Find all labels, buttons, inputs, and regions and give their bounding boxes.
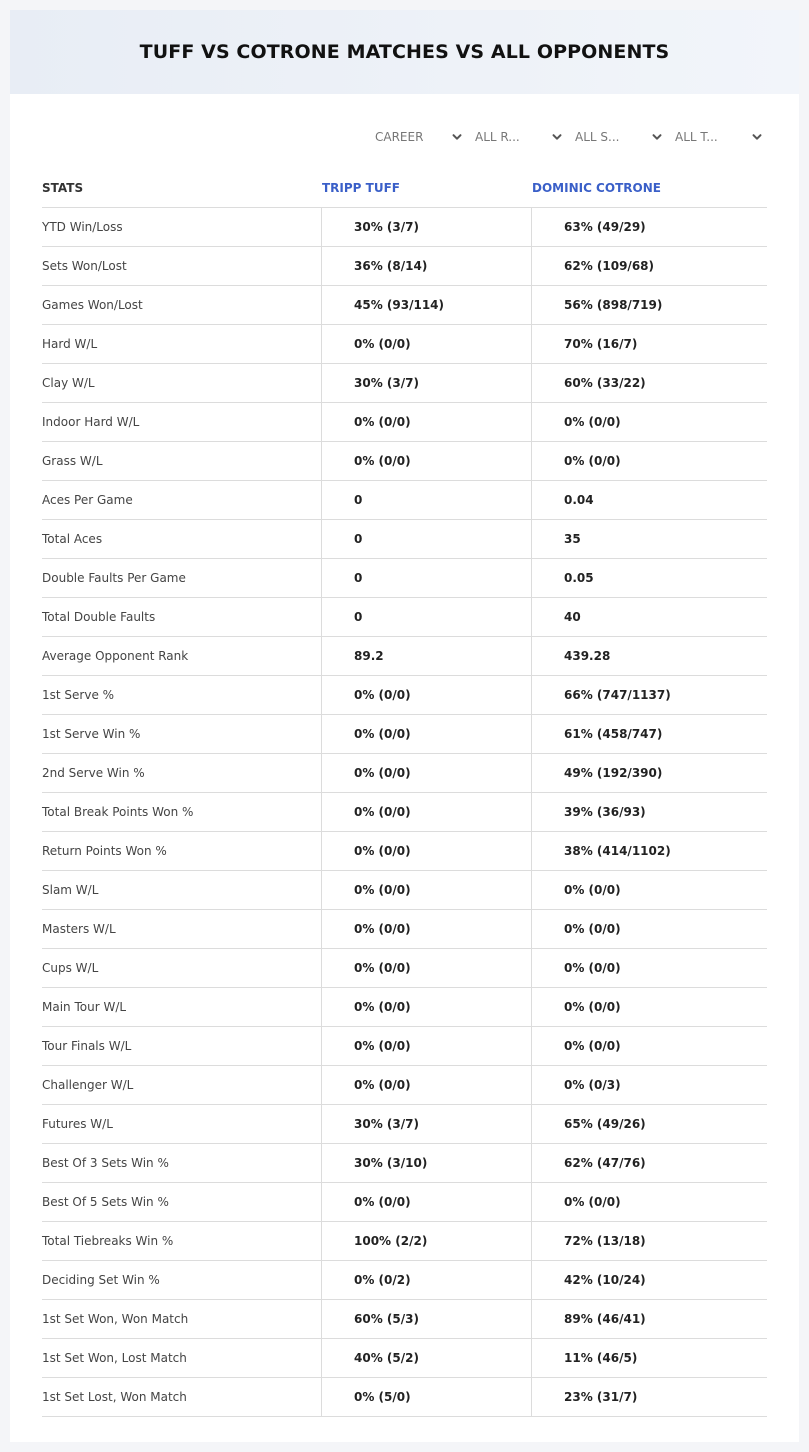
stat-label: YTD Win/Loss	[42, 220, 123, 234]
stats-card	[10, 10, 799, 1442]
player1-value: 0% (0/0)	[321, 1066, 531, 1104]
chevron-down-icon	[551, 131, 563, 143]
player2-value: 0% (0/0)	[531, 949, 767, 987]
stat-label: Total Double Faults	[42, 610, 156, 624]
table-row	[42, 286, 767, 325]
player2-value: 0% (0/0)	[531, 988, 767, 1026]
stat-label: Games Won/Lost	[42, 298, 143, 312]
player1-value: 30% (3/10)	[321, 1144, 531, 1182]
stat-label: Deciding Set Win %	[42, 1273, 160, 1287]
filter-surface-select[interactable]	[565, 127, 665, 147]
player2-value: 62% (109/68)	[531, 247, 767, 285]
stat-label: Grass W/L	[42, 454, 103, 468]
player1-value: 30% (3/7)	[321, 208, 531, 246]
player2-value: 0% (0/0)	[531, 871, 767, 909]
stat-label: 2nd Serve Win %	[42, 766, 145, 780]
stat-label: Return Points Won %	[42, 844, 167, 858]
player2-value: 11% (46/5)	[531, 1339, 767, 1377]
stat-label: Indoor Hard W/L	[42, 415, 140, 429]
table-row	[42, 1027, 767, 1066]
stat-label: 1st Set Lost, Won Match	[42, 1390, 187, 1404]
chevron-down-icon	[751, 131, 763, 143]
stat-label: Total Break Points Won %	[42, 805, 194, 819]
player2-value: 89% (46/41)	[531, 1300, 767, 1338]
player2-value: 56% (898/719)	[531, 286, 767, 324]
table-row	[42, 481, 767, 520]
stat-label: Sets Won/Lost	[42, 259, 127, 273]
player2-value: 0% (0/0)	[531, 1183, 767, 1221]
table-row	[42, 871, 767, 910]
table-row	[42, 676, 767, 715]
player1-value: 0% (0/0)	[321, 910, 531, 948]
stat-label: Double Faults Per Game	[42, 571, 186, 585]
player2-value: 39% (36/93)	[531, 793, 767, 831]
player2-value: 63% (49/29)	[531, 208, 767, 246]
player1-value: 100% (2/2)	[321, 1222, 531, 1260]
player1-value: 30% (3/7)	[321, 364, 531, 402]
player2-value: 0% (0/0)	[531, 1027, 767, 1065]
stat-label: Challenger W/L	[42, 1078, 134, 1092]
player1-value: 0	[321, 559, 531, 597]
stat-label: Tour Finals W/L	[42, 1039, 132, 1053]
stat-label: Slam W/L	[42, 883, 99, 897]
player2-value: 70% (16/7)	[531, 325, 767, 363]
stat-label: Total Tiebreaks Win %	[42, 1234, 174, 1248]
table-row	[42, 715, 767, 754]
player1-value: 60% (5/3)	[321, 1300, 531, 1338]
player1-value: 89.2	[321, 637, 531, 675]
player1-value: 0% (0/0)	[321, 676, 531, 714]
filter-label: ALL R...	[475, 130, 520, 144]
player2-value: 49% (192/390)	[531, 754, 767, 792]
table-row	[42, 1183, 767, 1222]
stat-label: 1st Set Won, Won Match	[42, 1312, 189, 1326]
table-row	[42, 1105, 767, 1144]
table-row	[42, 793, 767, 832]
stat-label: Hard W/L	[42, 337, 98, 351]
table-row	[42, 442, 767, 481]
player1-value: 0% (0/0)	[321, 442, 531, 480]
player2-value: 66% (747/1137)	[531, 676, 767, 714]
table-row	[42, 754, 767, 793]
table-row	[42, 832, 767, 871]
player2-value: 42% (10/24)	[531, 1261, 767, 1299]
filter-label: ALL S...	[575, 130, 620, 144]
filter-round-select[interactable]	[465, 127, 565, 147]
table-row	[42, 598, 767, 637]
filter-period-select[interactable]	[365, 127, 465, 147]
player2-value: 0.04	[531, 481, 767, 519]
table-row	[42, 1222, 767, 1261]
table-row	[42, 1261, 767, 1300]
player1-value: 0% (0/0)	[321, 754, 531, 792]
stat-label: 1st Set Won, Lost Match	[42, 1351, 187, 1365]
player1-value: 0% (0/0)	[321, 1027, 531, 1065]
player1-value: 45% (93/114)	[321, 286, 531, 324]
stat-label: 1st Serve Win %	[42, 727, 141, 741]
player2-value: 65% (49/26)	[531, 1105, 767, 1143]
filter-bar	[365, 127, 765, 147]
player2-value: 0.05	[531, 559, 767, 597]
table-row	[42, 1378, 767, 1417]
table-row	[42, 208, 767, 247]
player1-value: 0% (0/0)	[321, 1183, 531, 1221]
chevron-down-icon	[451, 131, 463, 143]
player1-value: 0% (0/0)	[321, 325, 531, 363]
player2-value: 38% (414/1102)	[531, 832, 767, 870]
filter-label: CAREER	[375, 130, 424, 144]
player1-value: 0% (0/0)	[321, 949, 531, 987]
player2-value: 61% (458/747)	[531, 715, 767, 753]
table-row	[42, 910, 767, 949]
player2-value: 0% (0/0)	[531, 910, 767, 948]
table-row	[42, 403, 767, 442]
player1-value: 0	[321, 520, 531, 558]
player1-name-link[interactable]: TRIPP TUFF	[322, 181, 400, 195]
table-row	[42, 559, 767, 598]
table-header	[42, 169, 767, 208]
player2-value: 72% (13/18)	[531, 1222, 767, 1260]
player2-value: 35	[531, 520, 767, 558]
player1-value: 0% (0/0)	[321, 832, 531, 870]
player1-value: 40% (5/2)	[321, 1339, 531, 1377]
stats-table	[42, 169, 767, 1417]
chevron-down-icon	[651, 131, 663, 143]
table-row	[42, 1144, 767, 1183]
player1-value: 0% (0/0)	[321, 988, 531, 1026]
table-row	[42, 247, 767, 286]
filter-label: ALL T...	[675, 130, 718, 144]
stat-label: 1st Serve %	[42, 688, 115, 702]
player2-value: 439.28	[531, 637, 767, 675]
player1-value: 0% (0/0)	[321, 871, 531, 909]
player2-value: 60% (33/22)	[531, 364, 767, 402]
page-header	[10, 10, 799, 94]
stat-label: Total Aces	[42, 532, 103, 546]
stat-label: Average Opponent Rank	[42, 649, 189, 663]
stat-label: Aces Per Game	[42, 493, 133, 507]
page-title: TUFF VS COTRONE MATCHES VS ALL OPPONENTS	[139, 41, 670, 63]
table-row	[42, 1300, 767, 1339]
player1-value: 0% (0/0)	[321, 715, 531, 753]
table-row	[42, 1339, 767, 1378]
player1-value: 0% (5/0)	[321, 1378, 531, 1416]
stat-label: Best Of 3 Sets Win %	[42, 1156, 169, 1170]
table-row	[42, 1066, 767, 1105]
table-row	[42, 364, 767, 403]
stat-label: Main Tour W/L	[42, 1000, 127, 1014]
table-row	[42, 325, 767, 364]
table-row	[42, 520, 767, 559]
player1-value: 36% (8/14)	[321, 247, 531, 285]
stat-label: Cups W/L	[42, 961, 99, 975]
player1-value: 0% (0/2)	[321, 1261, 531, 1299]
table-body	[42, 208, 767, 1417]
stat-label: Futures W/L	[42, 1117, 113, 1131]
table-row	[42, 949, 767, 988]
table-row	[42, 637, 767, 676]
player2-value: 40	[531, 598, 767, 636]
stats-column-header: STATS	[42, 181, 84, 195]
player2-value: 62% (47/76)	[531, 1144, 767, 1182]
player2-name-link[interactable]: DOMINIC COTRONE	[532, 181, 661, 195]
player2-value: 0% (0/0)	[531, 403, 767, 441]
player2-value: 0% (0/3)	[531, 1066, 767, 1104]
player2-value: 0% (0/0)	[531, 442, 767, 480]
table-row	[42, 988, 767, 1027]
player1-value: 30% (3/7)	[321, 1105, 531, 1143]
player1-value: 0	[321, 598, 531, 636]
player2-value: 23% (31/7)	[531, 1378, 767, 1416]
player1-value: 0% (0/0)	[321, 403, 531, 441]
player1-value: 0% (0/0)	[321, 793, 531, 831]
player1-value: 0	[321, 481, 531, 519]
stat-label: Masters W/L	[42, 922, 116, 936]
filter-tournament-select[interactable]	[665, 127, 765, 147]
stat-label: Clay W/L	[42, 376, 95, 390]
stat-label: Best Of 5 Sets Win %	[42, 1195, 169, 1209]
